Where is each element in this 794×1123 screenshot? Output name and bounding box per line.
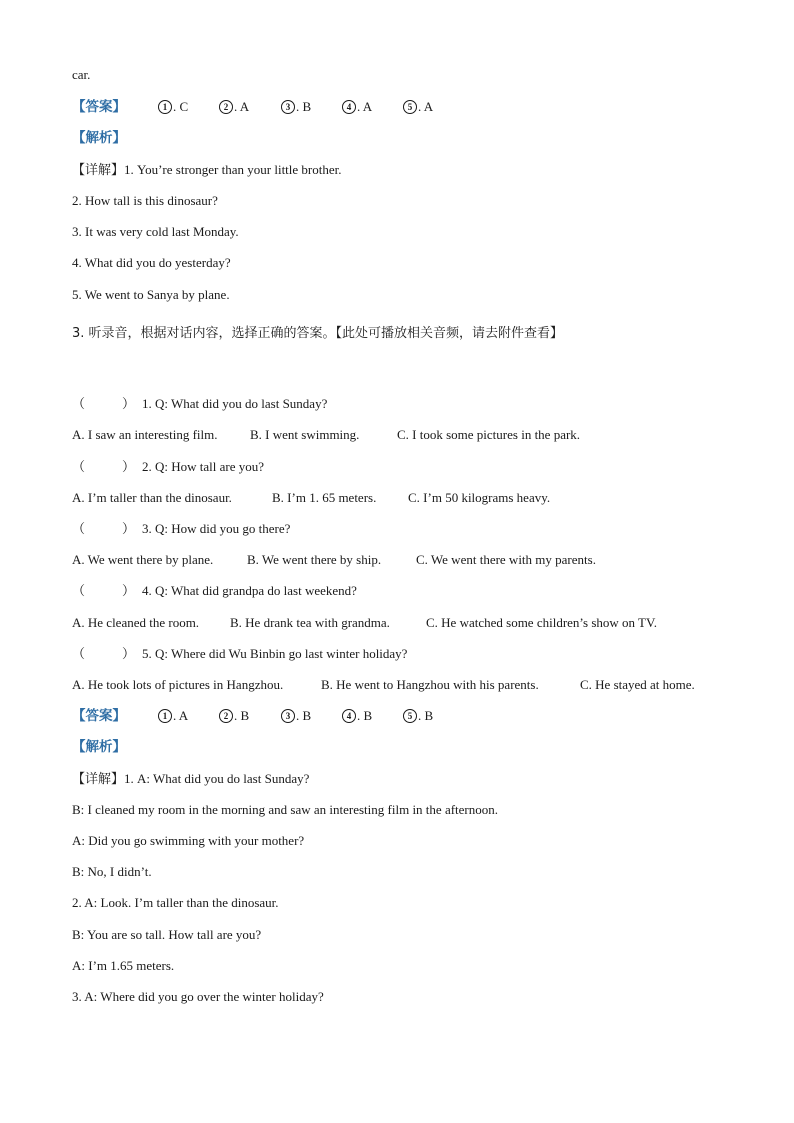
option: A. I saw an interesting film. (72, 427, 218, 442)
detail-tag: 【详解】 (72, 772, 125, 787)
analysis-heading: 【解析】 (72, 739, 126, 754)
answer-item: 1 . A (158, 706, 188, 726)
answer-item: 4 . A (342, 97, 372, 117)
option: C. He stayed at home. (580, 677, 695, 692)
option: A. He took lots of pictures in Hangzhou. (72, 677, 284, 692)
option: C. He watched some children’s show on TV. (426, 615, 657, 630)
option: A. We went there by plane. (72, 552, 214, 567)
detail-line: 4. What did you do yesterday? (72, 255, 231, 270)
answer-item: 3 . B (281, 97, 311, 117)
answer-tag: 【答案】 (72, 99, 126, 114)
answer-item: 1 . C (158, 97, 188, 117)
option: B. He went to Hangzhou with his parents. (321, 677, 539, 692)
option: B. We went there by ship. (247, 552, 382, 567)
question-line: （ ） 1. Q: What did you do last Sunday? (72, 396, 328, 411)
detail-line: A: I’m 1.65 meters. (72, 958, 175, 973)
detail-line: 【详解】1. A: What did you do last Sunday? (72, 771, 310, 787)
section3-instruction: 3. 听录音，根据对话内容，选择正确的答案。【此处可播放相关音频，请去附件查看】 (72, 326, 564, 341)
detail-line: B: I cleaned my room in the morning and saw an interesting film in the afternoon. (72, 802, 499, 817)
answer-item: 5 . B (403, 706, 433, 726)
answer-row-section2 (72, 97, 434, 117)
answer-tag: 【答案】 (72, 708, 126, 723)
option: B. I went swimming. (250, 427, 360, 442)
answer-item: 2 . A (219, 97, 249, 117)
answer-item: 2 . B (219, 706, 249, 726)
option: C. I’m 50 kilograms heavy. (408, 490, 551, 505)
detail-line: 【详解】1. You’re stronger than your little brother. (72, 162, 342, 178)
top-fragment: car. (72, 67, 91, 82)
option: C. I took some pictures in the park. (397, 427, 581, 442)
answer-item: 3 . B (281, 706, 311, 726)
question-line: （ ） 2. Q: How tall are you? (72, 459, 265, 474)
detail-line: 5. We went to Sanya by plane. (72, 287, 230, 302)
detail-line: A: Did you go swimming with your mother? (72, 833, 305, 848)
detail-line: 3. A: Where did you go over the winter holiday? (72, 989, 324, 1004)
question-line: （ ） 4. Q: What did grandpa do last weekend? (72, 583, 357, 598)
detail-tag: 【详解】 (72, 163, 125, 178)
option: A. He cleaned the room. (72, 615, 200, 630)
question-line: （ ） 5. Q: Where did Wu Binbin go last winter holiday? (72, 646, 408, 661)
detail-line: 3. It was very cold last Monday. (72, 224, 239, 239)
detail-line: B: You are so tall. How tall are you? (72, 927, 262, 942)
option: C. We went there with my parents. (416, 552, 596, 567)
option: A. I’m taller than the dinosaur. (72, 490, 232, 505)
detail-line: 2. A: Look. I’m taller than the dinosaur. (72, 895, 279, 910)
option: B. He drank tea with grandma. (230, 615, 390, 630)
detail-line: 2. How tall is this dinosaur? (72, 193, 218, 208)
answer-row-section3 (72, 706, 434, 726)
option: B. I’m 1. 65 meters. (272, 490, 377, 505)
answer-item: 4 . B (342, 706, 372, 726)
answer-item: 5 . A (403, 97, 433, 117)
question-line: （ ） 3. Q: How did you go there? (72, 521, 291, 536)
detail-line: B: No, I didn’t. (72, 864, 152, 879)
analysis-heading: 【解析】 (72, 130, 126, 145)
